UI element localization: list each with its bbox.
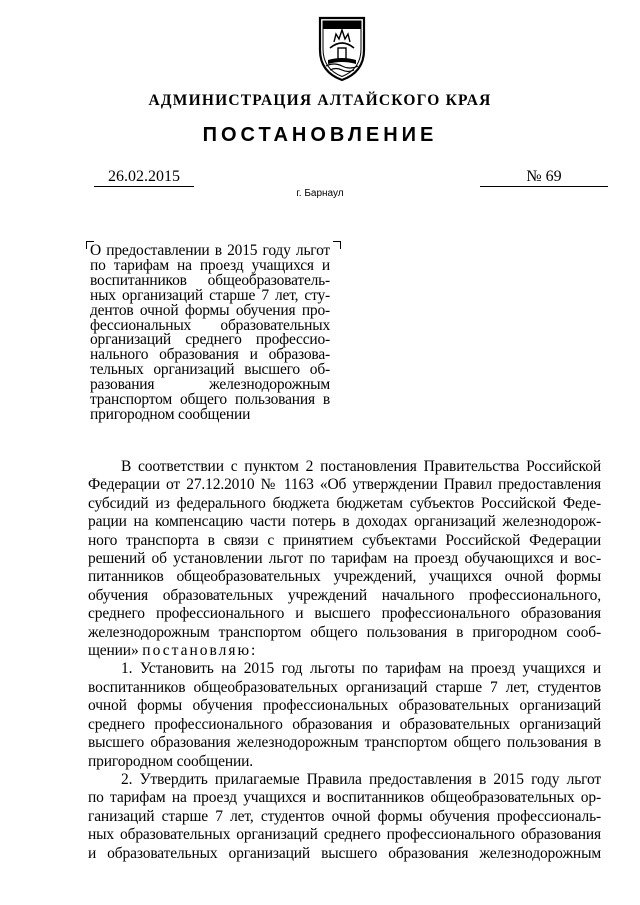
subject-line: ных организаций старше 7 лет, сту-	[90, 286, 330, 304]
body-line: питанников общеобразовательных учреждений, учащихся очной формы	[88, 568, 601, 586]
item-2-line: 2. Утвердить прилагаемые Правила предоставления в 2015 году льгот	[121, 770, 601, 788]
subject-line: пригородном сообщении	[90, 405, 251, 423]
subject-line: воспитанников общеобразователь-	[90, 271, 330, 289]
subject-line: тельных организаций высшего об-	[90, 361, 330, 379]
body-line: среднего профессионального и высшего профессионального образования	[88, 605, 601, 623]
subject-line: транспортом общего пользования в	[90, 391, 330, 409]
document-number: № 69	[480, 168, 608, 187]
item-2-line: ганизаций старше 7 лет, студентов очной формы обучения профессиональ-	[88, 807, 601, 825]
item-1-line: высшего образования железнодорожным транспортом общего пользования в	[88, 734, 601, 752]
subject-line: нального образования и образова-	[90, 346, 330, 364]
resolve-word: постановляю:	[142, 642, 258, 660]
subject-corner-right	[333, 241, 341, 249]
body-line: железнодорожным транспортом общего пользования в пригородном сооб-	[88, 623, 601, 641]
subject-block	[90, 244, 330, 423]
document-date: 26.02.2015	[94, 168, 194, 187]
document-city: г. Барнаул	[296, 188, 344, 199]
document-body	[88, 458, 601, 863]
body-line-resolve	[88, 642, 601, 660]
subject-line: по тарифам на проезд учащихся и	[90, 256, 330, 274]
body-line: рации на компенсацию части потерь в доходах организаций железнодорож-	[88, 513, 601, 531]
subject-line: О предоставлении в 2015 году льгот	[90, 242, 330, 259]
document-type-title: ПОСТАНОВЛЕНИЕ	[202, 124, 438, 146]
coat-of-arms-icon	[312, 12, 372, 84]
item-1-line: среднего профессионального образования и образовательных организаций	[88, 715, 601, 733]
item-2-line: ных образовательных организаций среднего профессионального образования	[88, 826, 601, 844]
body-line: В соответствии с пунктом 2 постановления Правительства Российской	[121, 458, 601, 475]
body-line: решений об установлении льгот по тарифам на проезд обучающихся и вос-	[88, 550, 601, 568]
body-line: субсидий из федерального бюджета бюджетам субъектов Российской Феде-	[88, 494, 601, 512]
subject-line: фессиональных образовательных	[90, 316, 330, 334]
item-1-line: воспитанников общеобразовательных организаций старше 7 лет, студентов	[88, 678, 601, 696]
subject-line: организаций среднего профессио-	[90, 331, 330, 349]
body-line: обучения образовательных учреждений начального профессионального,	[88, 586, 601, 604]
subject-line: дентов очной формы обучения про-	[90, 301, 330, 319]
subject-line: разования железнодорожным	[90, 376, 330, 394]
organization-name: АДМИНИСТРАЦИЯ АЛТАЙСКОГО КРАЯ	[148, 92, 492, 109]
item-2-line: и образовательных организаций высшего образования железнодорожным	[88, 844, 601, 862]
item-1-line: очной формы обучения профессиональных образовательных организаций	[88, 697, 601, 715]
body-line: ного транспорта в связи с принятием субъектами Российской Федерации	[88, 531, 601, 549]
body-line: Федерации от 27.12.2010 № 1163 «Об утверждении Правил предоставления	[88, 476, 601, 494]
item-1-line: 1. Установить на 2015 год льготы по тарифам на проезд учащихся и	[121, 660, 601, 678]
item-1-line: пригородном сообщении.	[88, 752, 253, 770]
item-2-line: по тарифам на проезд учащихся и воспитанников общеобразовательных ор-	[88, 789, 601, 807]
preamble-end: щении»	[88, 642, 139, 660]
